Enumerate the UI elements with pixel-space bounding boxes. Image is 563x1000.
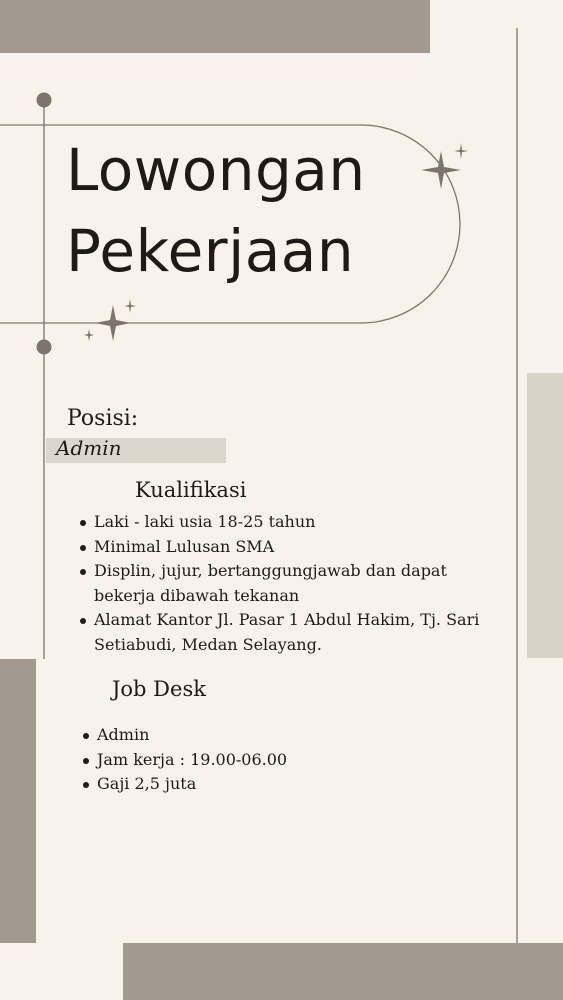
list-item: Jam kerja : 19.00-06.00: [81, 748, 381, 773]
bottom-dot: [37, 340, 52, 355]
list-item: Admin: [81, 723, 381, 748]
list-item: Gaji 2,5 juta: [81, 772, 381, 797]
small-sparkle-icon: [124, 299, 136, 313]
top-dot: [37, 93, 52, 108]
qualifications-list: [78, 510, 498, 657]
qualifications-heading: Kualifikasi: [135, 478, 247, 502]
title-line-1: Lowongan: [66, 136, 366, 204]
list-item: Laki - laki usia 18-25 tahun: [78, 510, 498, 535]
list-item: Alamat Kantor Jl. Pasar 1 Abdul Hakim, Tj. Sari Setiabudi, Medan Selayang.: [78, 608, 498, 657]
small-sparkle-icon: [84, 329, 94, 341]
position-label: Posisi:: [67, 406, 139, 431]
sparkle-icon: [95, 305, 131, 341]
job-desk-heading: Job Desk: [112, 677, 206, 701]
position-value: Admin: [56, 436, 122, 460]
list-item: Displin, jujur, bertanggungjawab dan dapat bekerja dibawah tekanan: [78, 559, 498, 608]
job-desk-list: [81, 723, 381, 797]
list-item: Minimal Lulusan SMA: [78, 535, 498, 560]
title-line-2: Pekerjaan: [66, 217, 355, 285]
